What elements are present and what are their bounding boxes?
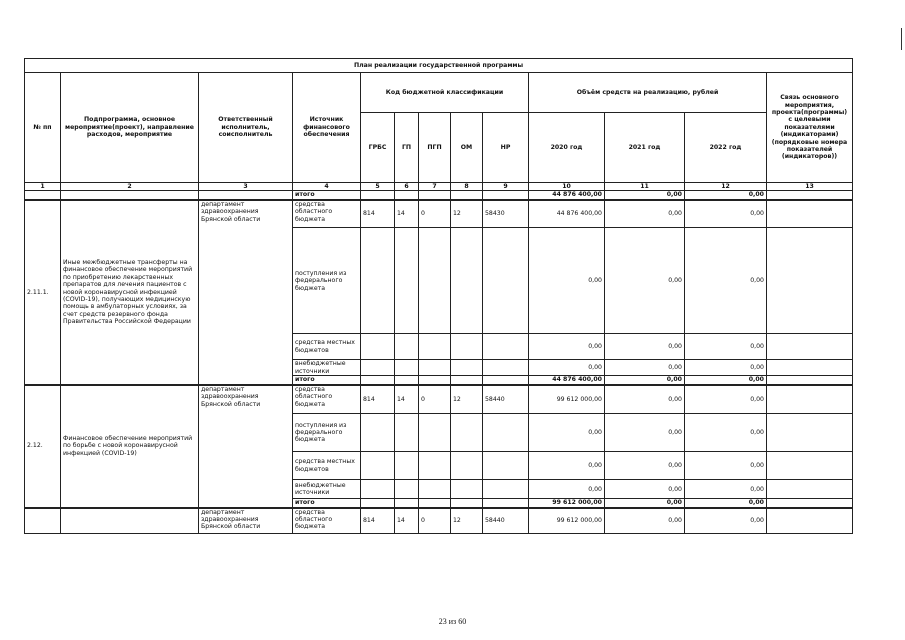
item-name: Финансовое обеспечение мероприятий по борьбе с новой коронавирусной инфекцией (COVID-19) — [61, 385, 199, 508]
empty-cell — [767, 480, 853, 499]
empty-cell — [61, 191, 199, 200]
page-number: 23 из 60 — [438, 617, 467, 626]
total-label: итого — [293, 499, 361, 508]
item-number: 2.12. — [25, 385, 61, 508]
table-row — [25, 508, 853, 534]
header-2020: 2020 год — [529, 113, 605, 183]
empty-cell — [419, 360, 451, 376]
value-2020: 0,00 — [529, 414, 605, 452]
empty-cell — [767, 376, 853, 385]
empty-cell — [395, 376, 419, 385]
empty-cell — [451, 360, 483, 376]
total-2021: 0,00 — [605, 499, 685, 508]
item-name: Иные межбюджетные трансферты на финансовое обеспечение мероприятий по приобретению лекарственных препаратов для лечения пациентов с новой коронавирусной инфекцией (COVID-19), получающих медицинскую помощь в амбулаторных условиях, за счет средств резервного фонда Правительства Российской Федерации — [61, 200, 199, 385]
empty-cell — [767, 191, 853, 200]
empty-cell — [451, 499, 483, 508]
empty-cell — [361, 228, 395, 334]
code-grbs: 814 — [361, 508, 395, 534]
code-pgp: 0 — [419, 508, 451, 534]
value-2020: 0,00 — [529, 360, 605, 376]
empty-cell — [419, 334, 451, 360]
empty-cell — [767, 414, 853, 452]
total-2022: 0,00 — [685, 191, 767, 200]
empty-cell — [395, 499, 419, 508]
empty-cell — [767, 499, 853, 508]
header-volume: Объём средств на реализацию, рублей — [529, 73, 767, 113]
value-2020: 0,00 — [529, 452, 605, 480]
header-2021: 2021 год — [605, 113, 685, 183]
empty-cell — [419, 480, 451, 499]
header-gp: ГП — [395, 113, 419, 183]
empty-cell — [25, 191, 61, 200]
code-om: 12 — [451, 508, 483, 534]
empty-cell — [767, 334, 853, 360]
code-om: 12 — [451, 385, 483, 414]
code-grbs: 814 — [361, 200, 395, 228]
empty-cell — [199, 191, 293, 200]
source-label: средства местных бюджетов — [293, 452, 361, 480]
header-responsible: Ответственный исполнитель, соисполнитель — [199, 73, 293, 183]
empty-cell — [451, 480, 483, 499]
source-label: средства местных бюджетов — [293, 334, 361, 360]
total-2021: 0,00 — [605, 191, 685, 200]
empty-cell — [419, 376, 451, 385]
value-2021: 0,00 — [605, 414, 685, 452]
empty-cell — [767, 228, 853, 334]
total-2020: 99 612 000,00 — [529, 499, 605, 508]
code-np: 58440 — [483, 385, 529, 414]
total-label: итого — [293, 191, 361, 200]
col-number: 2 — [61, 183, 199, 191]
header-kbk: Код бюджетной классификации — [361, 73, 529, 113]
total-label: итого — [293, 376, 361, 385]
empty-cell — [451, 334, 483, 360]
empty-cell — [419, 452, 451, 480]
empty-cell — [395, 334, 419, 360]
total-2020: 44 876 400,00 — [529, 191, 605, 200]
empty-cell — [483, 228, 529, 334]
col-number: 3 — [199, 183, 293, 191]
code-np: 58440 — [483, 508, 529, 534]
col-number: 8 — [451, 183, 483, 191]
empty-cell — [395, 452, 419, 480]
empty-cell — [61, 508, 199, 534]
empty-cell — [451, 452, 483, 480]
empty-cell — [767, 200, 853, 228]
value-2022: 0,00 — [685, 360, 767, 376]
source-label: внебюджетные источники — [293, 360, 361, 376]
empty-cell — [419, 414, 451, 452]
empty-cell — [361, 376, 395, 385]
header-grbs: ГРБС — [361, 113, 395, 183]
empty-cell — [395, 480, 419, 499]
value-2020: 99 612 000,00 — [529, 508, 605, 534]
header-pgp: ПГП — [419, 113, 451, 183]
value-2022: 0,00 — [685, 228, 767, 334]
empty-cell — [361, 452, 395, 480]
value-2022: 0,00 — [685, 414, 767, 452]
header-source: Источник финансового обеспечения — [293, 73, 361, 183]
value-2020: 99 612 000,00 — [529, 385, 605, 414]
empty-cell — [451, 228, 483, 334]
empty-cell — [451, 414, 483, 452]
code-np: 58430 — [483, 200, 529, 228]
source-label: средства областного бюджета — [293, 200, 361, 228]
value-2020: 0,00 — [529, 228, 605, 334]
table-row — [25, 385, 853, 414]
empty-cell — [767, 385, 853, 414]
value-2022: 0,00 — [685, 200, 767, 228]
table-row — [25, 200, 853, 228]
empty-cell — [395, 360, 419, 376]
empty-cell — [361, 480, 395, 499]
col-number: 5 — [361, 183, 395, 191]
value-2021: 0,00 — [605, 360, 685, 376]
empty-cell — [419, 191, 451, 200]
empty-cell — [395, 228, 419, 334]
col-number: 4 — [293, 183, 361, 191]
value-2022: 0,00 — [685, 452, 767, 480]
value-2022: 0,00 — [685, 385, 767, 414]
col-number: 9 — [483, 183, 529, 191]
header-om: ОМ — [451, 113, 483, 183]
value-2020: 0,00 — [529, 480, 605, 499]
value-2022: 0,00 — [685, 508, 767, 534]
empty-cell — [483, 191, 529, 200]
value-2021: 0,00 — [605, 334, 685, 360]
col-number: 1 — [25, 183, 61, 191]
responsible-dept: департамент здравоохранения Брянской области — [199, 508, 293, 534]
code-gp: 14 — [395, 200, 419, 228]
source-label: средства областного бюджета — [293, 385, 361, 414]
col-number: 12 — [685, 183, 767, 191]
empty-cell — [483, 376, 529, 385]
col-number: 7 — [419, 183, 451, 191]
empty-cell — [395, 414, 419, 452]
empty-cell — [395, 191, 419, 200]
empty-cell — [767, 508, 853, 534]
value-2020: 0,00 — [529, 334, 605, 360]
empty-cell — [483, 360, 529, 376]
header-no: № пп — [25, 73, 61, 183]
plan-title: План реализации государственной программы — [25, 59, 853, 73]
total-2022: 0,00 — [685, 376, 767, 385]
empty-cell — [361, 499, 395, 508]
empty-cell — [483, 480, 529, 499]
source-label: поступления из федерального бюджета — [293, 228, 361, 334]
empty-cell — [483, 414, 529, 452]
page-edge-mark — [901, 28, 902, 50]
empty-cell — [483, 334, 529, 360]
responsible-dept: департамент здравоохранения Брянской области — [199, 385, 293, 508]
value-2021: 0,00 — [605, 480, 685, 499]
col-number: 13 — [767, 183, 853, 191]
header-link: Связь основного мероприятия, проекта(программы) с целевыми показателями (индикаторами) (порядковые номера показателей (индикаторов)) — [767, 73, 853, 183]
code-gp: 14 — [395, 385, 419, 414]
source-label: внебюджетные источники — [293, 480, 361, 499]
source-label: поступления из федерального бюджета — [293, 414, 361, 452]
empty-cell — [25, 508, 61, 534]
value-2022: 0,00 — [685, 480, 767, 499]
empty-cell — [361, 191, 395, 200]
empty-cell — [419, 499, 451, 508]
value-2021: 0,00 — [605, 452, 685, 480]
code-pgp: 0 — [419, 385, 451, 414]
value-2021: 0,00 — [605, 385, 685, 414]
empty-cell — [767, 452, 853, 480]
total-2022: 0,00 — [685, 499, 767, 508]
program-plan-table — [24, 58, 853, 534]
source-label: средства областного бюджета — [293, 508, 361, 534]
empty-cell — [451, 191, 483, 200]
col-number: 10 — [529, 183, 605, 191]
empty-cell — [361, 334, 395, 360]
header-np: НР — [483, 113, 529, 183]
empty-cell — [451, 376, 483, 385]
value-2021: 0,00 — [605, 508, 685, 534]
empty-cell — [483, 499, 529, 508]
empty-cell — [361, 414, 395, 452]
code-om: 12 — [451, 200, 483, 228]
code-gp: 14 — [395, 508, 419, 534]
empty-cell — [419, 228, 451, 334]
col-number: 6 — [395, 183, 419, 191]
value-2021: 0,00 — [605, 200, 685, 228]
value-2022: 0,00 — [685, 334, 767, 360]
total-2020: 44 876 400,00 — [529, 376, 605, 385]
responsible-dept: департамент здравоохранения Брянской области — [199, 200, 293, 385]
code-pgp: 0 — [419, 200, 451, 228]
empty-cell — [361, 360, 395, 376]
value-2020: 44 876 400,00 — [529, 200, 605, 228]
total-2021: 0,00 — [605, 376, 685, 385]
header-subprogram: Подпрограмма, основное мероприятие(проект), направление расходов, мероприятие — [61, 73, 199, 183]
col-number: 11 — [605, 183, 685, 191]
table-row — [25, 191, 853, 200]
value-2021: 0,00 — [605, 228, 685, 334]
header-2022: 2022 год — [685, 113, 767, 183]
code-grbs: 814 — [361, 385, 395, 414]
empty-cell — [767, 360, 853, 376]
empty-cell — [483, 452, 529, 480]
item-number: 2.11.1. — [25, 200, 61, 385]
